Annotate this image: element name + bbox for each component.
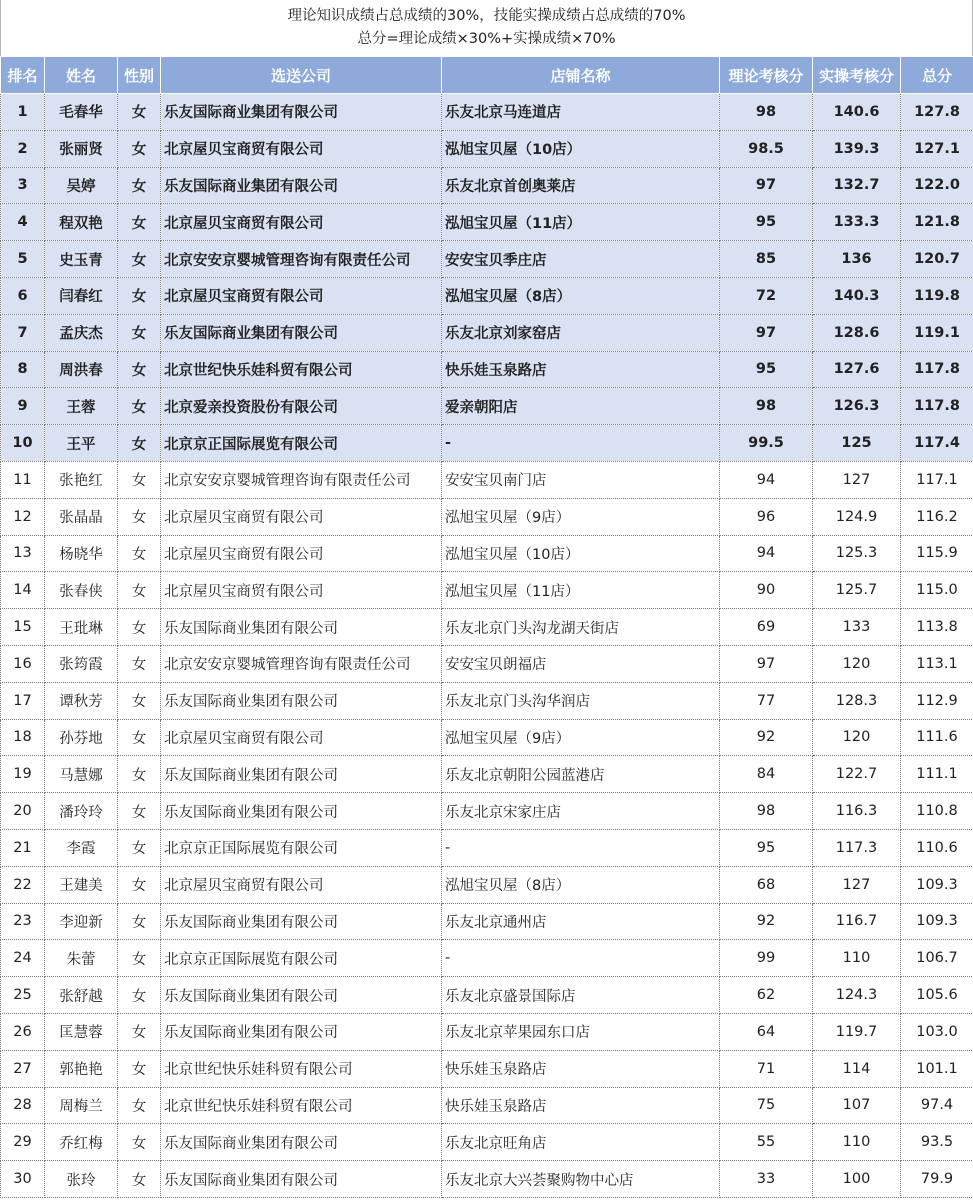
cell-name: 朱蕾 (45, 940, 118, 977)
cell-gender: 女 (118, 425, 161, 462)
table-body (1, 94, 973, 1198)
cell-theory-score: 92 (720, 719, 813, 756)
cell-company: 乐友国际商业集团有限公司 (161, 793, 442, 830)
cell-rank: 5 (1, 241, 45, 278)
cell-practice-score: 140.6 (813, 94, 901, 131)
table-row (1, 977, 973, 1014)
cell-rank: 14 (1, 572, 45, 609)
cell-name: 王玭琳 (45, 609, 118, 646)
scoring-notes (0, 0, 973, 56)
cell-rank: 29 (1, 1124, 45, 1161)
cell-company: 北京安安京婴城管理咨询有限责任公司 (161, 461, 442, 498)
table-row (1, 572, 973, 609)
cell-name: 谭秋芳 (45, 682, 118, 719)
cell-company: 乐友国际商业集团有限公司 (161, 977, 442, 1014)
cell-rank: 16 (1, 645, 45, 682)
table-row (1, 130, 973, 167)
cell-theory-score: 85 (720, 241, 813, 278)
cell-company: 北京屋贝宝商贸有限公司 (161, 535, 442, 572)
cell-rank: 17 (1, 682, 45, 719)
header-rank: 排名 (1, 57, 45, 94)
cell-gender: 女 (118, 572, 161, 609)
cell-name: 张舒越 (45, 977, 118, 1014)
cell-company: 乐友国际商业集团有限公司 (161, 609, 442, 646)
cell-theory-score: 55 (720, 1124, 813, 1161)
cell-practice-score: 128.3 (813, 682, 901, 719)
cell-store: 乐友北京通州店 (442, 903, 720, 940)
cell-name: 李迎新 (45, 903, 118, 940)
cell-name: 张筠霞 (45, 645, 118, 682)
cell-theory-score: 95 (720, 829, 813, 866)
table-row (1, 167, 973, 204)
cell-gender: 女 (118, 645, 161, 682)
cell-company: 乐友国际商业集团有限公司 (161, 1161, 442, 1198)
cell-gender: 女 (118, 535, 161, 572)
cell-store: 快乐娃玉泉路店 (442, 1050, 720, 1087)
cell-rank: 21 (1, 829, 45, 866)
cell-practice-score: 110 (813, 1124, 901, 1161)
cell-total-score: 119.8 (901, 277, 973, 314)
cell-gender: 女 (118, 1161, 161, 1198)
cell-rank: 15 (1, 609, 45, 646)
cell-gender: 女 (118, 498, 161, 535)
cell-practice-score: 140.3 (813, 277, 901, 314)
cell-theory-score: 97 (720, 314, 813, 351)
cell-theory-score: 99.5 (720, 425, 813, 462)
cell-name: 张春侠 (45, 572, 118, 609)
cell-theory-score: 33 (720, 1161, 813, 1198)
cell-total-score: 113.1 (901, 645, 973, 682)
cell-theory-score: 98 (720, 94, 813, 131)
cell-name: 王平 (45, 425, 118, 462)
cell-practice-score: 127 (813, 461, 901, 498)
table-row (1, 241, 973, 278)
cell-total-score: 106.7 (901, 940, 973, 977)
cell-practice-score: 125.7 (813, 572, 901, 609)
cell-name: 史玉青 (45, 241, 118, 278)
cell-store: 泓旭宝贝屋（9店） (442, 719, 720, 756)
table-row (1, 388, 973, 425)
cell-company: 北京爱亲投资股份有限公司 (161, 388, 442, 425)
cell-store: 泓旭宝贝屋（10店） (442, 130, 720, 167)
cell-rank: 2 (1, 130, 45, 167)
cell-gender: 女 (118, 1013, 161, 1050)
cell-gender: 女 (118, 277, 161, 314)
cell-store: 泓旭宝贝屋（11店） (442, 204, 720, 241)
cell-rank: 13 (1, 535, 45, 572)
cell-store: 乐友北京旺角店 (442, 1124, 720, 1161)
cell-theory-score: 94 (720, 461, 813, 498)
table-row (1, 314, 973, 351)
cell-theory-score: 84 (720, 756, 813, 793)
cell-total-score: 109.3 (901, 903, 973, 940)
cell-name: 周洪春 (45, 351, 118, 388)
cell-practice-score: 127.6 (813, 351, 901, 388)
cell-practice-score: 120 (813, 719, 901, 756)
cell-store: 乐友北京宋家庄店 (442, 793, 720, 830)
table-row (1, 682, 973, 719)
cell-store: 乐友北京刘家窑店 (442, 314, 720, 351)
cell-name: 匡慧蓉 (45, 1013, 118, 1050)
cell-total-score: 79.9 (901, 1161, 973, 1198)
header-practice-score: 实操考核分 (813, 57, 901, 94)
cell-store: 乐友北京门头沟华润店 (442, 682, 720, 719)
cell-company: 北京屋贝宝商贸有限公司 (161, 866, 442, 903)
header-theory-score: 理论考核分 (720, 57, 813, 94)
cell-company: 乐友国际商业集团有限公司 (161, 1013, 442, 1050)
cell-gender: 女 (118, 829, 161, 866)
cell-gender: 女 (118, 609, 161, 646)
cell-store: 爱亲朝阳店 (442, 388, 720, 425)
cell-theory-score: 95 (720, 351, 813, 388)
cell-company: 北京屋贝宝商贸有限公司 (161, 204, 442, 241)
cell-theory-score: 94 (720, 535, 813, 572)
table-row (1, 1124, 973, 1161)
cell-rank: 7 (1, 314, 45, 351)
cell-name: 闫春红 (45, 277, 118, 314)
header-name: 姓名 (45, 57, 118, 94)
table-row (1, 756, 973, 793)
table-row (1, 609, 973, 646)
cell-name: 杨晓华 (45, 535, 118, 572)
table-row (1, 719, 973, 756)
cell-rank: 30 (1, 1161, 45, 1198)
cell-name: 毛春华 (45, 94, 118, 131)
cell-total-score: 116.2 (901, 498, 973, 535)
cell-total-score: 127.8 (901, 94, 973, 131)
cell-gender: 女 (118, 756, 161, 793)
cell-gender: 女 (118, 1050, 161, 1087)
cell-gender: 女 (118, 1087, 161, 1124)
cell-store: 快乐娃玉泉路店 (442, 351, 720, 388)
cell-rank: 11 (1, 461, 45, 498)
cell-store: 乐友北京朝阳公园蓝港店 (442, 756, 720, 793)
cell-practice-score: 122.7 (813, 756, 901, 793)
cell-company: 北京安安京婴城管理咨询有限责任公司 (161, 645, 442, 682)
cell-theory-score: 64 (720, 1013, 813, 1050)
cell-theory-score: 97 (720, 167, 813, 204)
cell-gender: 女 (118, 167, 161, 204)
cell-name: 潘玲玲 (45, 793, 118, 830)
cell-total-score: 97.4 (901, 1087, 973, 1124)
cell-rank: 1 (1, 94, 45, 131)
cell-company: 北京屋贝宝商贸有限公司 (161, 130, 442, 167)
cell-theory-score: 99 (720, 940, 813, 977)
cell-store: 安安宝贝朗福店 (442, 645, 720, 682)
cell-practice-score: 100 (813, 1161, 901, 1198)
cell-total-score: 112.9 (901, 682, 973, 719)
cell-store: 泓旭宝贝屋（8店） (442, 866, 720, 903)
cell-gender: 女 (118, 388, 161, 425)
cell-gender: 女 (118, 94, 161, 131)
table-row (1, 351, 973, 388)
cell-company: 乐友国际商业集团有限公司 (161, 1124, 442, 1161)
cell-total-score: 117.1 (901, 461, 973, 498)
table-row (1, 793, 973, 830)
cell-store: 泓旭宝贝屋（10店） (442, 535, 720, 572)
cell-store: 乐友北京大兴荟聚购物中心店 (442, 1161, 720, 1198)
cell-gender: 女 (118, 866, 161, 903)
cell-rank: 24 (1, 940, 45, 977)
cell-theory-score: 98.5 (720, 130, 813, 167)
cell-gender: 女 (118, 204, 161, 241)
cell-gender: 女 (118, 461, 161, 498)
cell-total-score: 101.1 (901, 1050, 973, 1087)
cell-total-score: 105.6 (901, 977, 973, 1014)
cell-theory-score: 95 (720, 204, 813, 241)
cell-practice-score: 116.3 (813, 793, 901, 830)
cell-gender: 女 (118, 241, 161, 278)
cell-practice-score: 126.3 (813, 388, 901, 425)
cell-rank: 25 (1, 977, 45, 1014)
header-gender: 性别 (118, 57, 161, 94)
cell-practice-score: 114 (813, 1050, 901, 1087)
header-total-score: 总分 (901, 57, 973, 94)
cell-practice-score: 125 (813, 425, 901, 462)
cell-practice-score: 107 (813, 1087, 901, 1124)
cell-company: 乐友国际商业集团有限公司 (161, 756, 442, 793)
table-row (1, 1013, 973, 1050)
scoring-rule-weights: 理论知识成绩占总成绩的30%，技能实操成绩占总成绩的70% (287, 8, 686, 24)
cell-store: 乐友北京门头沟龙湖天街店 (442, 609, 720, 646)
table-row (1, 498, 973, 535)
cell-rank: 26 (1, 1013, 45, 1050)
table-row (1, 829, 973, 866)
cell-total-score: 111.1 (901, 756, 973, 793)
cell-name: 张晶晶 (45, 498, 118, 535)
header-company: 选送公司 (161, 57, 442, 94)
cell-company: 北京屋贝宝商贸有限公司 (161, 277, 442, 314)
cell-gender: 女 (118, 130, 161, 167)
cell-rank: 27 (1, 1050, 45, 1087)
cell-practice-score: 124.3 (813, 977, 901, 1014)
cell-gender: 女 (118, 940, 161, 977)
cell-total-score: 122.0 (901, 167, 973, 204)
cell-practice-score: 117.3 (813, 829, 901, 866)
cell-store: 安安宝贝季庄店 (442, 241, 720, 278)
cell-total-score: 115.0 (901, 572, 973, 609)
cell-company: 乐友国际商业集团有限公司 (161, 314, 442, 351)
cell-company: 北京屋贝宝商贸有限公司 (161, 498, 442, 535)
cell-rank: 12 (1, 498, 45, 535)
cell-theory-score: 72 (720, 277, 813, 314)
cell-total-score: 109.3 (901, 866, 973, 903)
table-row (1, 1161, 973, 1198)
scoring-rule-formula: 总分=理论成绩×30%+实操成绩×70% (357, 31, 616, 47)
cell-theory-score: 96 (720, 498, 813, 535)
cell-store: - (442, 425, 720, 462)
table-row (1, 645, 973, 682)
cell-rank: 10 (1, 425, 45, 462)
table-row (1, 866, 973, 903)
cell-name: 张艳红 (45, 461, 118, 498)
cell-total-score: 121.8 (901, 204, 973, 241)
cell-store: 泓旭宝贝屋（8店） (442, 277, 720, 314)
table-row (1, 1050, 973, 1087)
cell-company: 北京京正国际展览有限公司 (161, 940, 442, 977)
cell-total-score: 115.9 (901, 535, 973, 572)
cell-store: 安安宝贝南门店 (442, 461, 720, 498)
cell-rank: 28 (1, 1087, 45, 1124)
cell-company: 乐友国际商业集团有限公司 (161, 94, 442, 131)
cell-rank: 8 (1, 351, 45, 388)
cell-company: 北京屋贝宝商贸有限公司 (161, 572, 442, 609)
cell-practice-score: 133 (813, 609, 901, 646)
cell-gender: 女 (118, 903, 161, 940)
cell-name: 王蓉 (45, 388, 118, 425)
cell-practice-score: 128.6 (813, 314, 901, 351)
table-row (1, 461, 973, 498)
table-row (1, 204, 973, 241)
cell-name: 孙芬地 (45, 719, 118, 756)
cell-theory-score: 98 (720, 793, 813, 830)
cell-gender: 女 (118, 977, 161, 1014)
ranking-table (0, 56, 973, 1198)
cell-rank: 3 (1, 167, 45, 204)
cell-total-score: 110.8 (901, 793, 973, 830)
cell-store: 乐友北京马连道店 (442, 94, 720, 131)
table-header-row (1, 57, 973, 94)
cell-company: 北京世纪快乐娃科贸有限公司 (161, 1087, 442, 1124)
cell-rank: 6 (1, 277, 45, 314)
cell-name: 程双艳 (45, 204, 118, 241)
cell-total-score: 110.6 (901, 829, 973, 866)
cell-company: 北京京正国际展览有限公司 (161, 829, 442, 866)
cell-rank: 20 (1, 793, 45, 830)
cell-rank: 19 (1, 756, 45, 793)
cell-company: 北京世纪快乐娃科贸有限公司 (161, 1050, 442, 1087)
cell-total-score: 103.0 (901, 1013, 973, 1050)
cell-theory-score: 97 (720, 645, 813, 682)
cell-practice-score: 116.7 (813, 903, 901, 940)
cell-total-score: 119.1 (901, 314, 973, 351)
cell-rank: 9 (1, 388, 45, 425)
table-row (1, 425, 973, 462)
cell-practice-score: 136 (813, 241, 901, 278)
table-row (1, 94, 973, 131)
cell-theory-score: 62 (720, 977, 813, 1014)
cell-practice-score: 125.3 (813, 535, 901, 572)
cell-name: 吴婷 (45, 167, 118, 204)
cell-name: 马慧娜 (45, 756, 118, 793)
cell-rank: 23 (1, 903, 45, 940)
cell-rank: 18 (1, 719, 45, 756)
cell-company: 北京屋贝宝商贸有限公司 (161, 719, 442, 756)
cell-company: 乐友国际商业集团有限公司 (161, 682, 442, 719)
cell-total-score: 113.8 (901, 609, 973, 646)
cell-gender: 女 (118, 793, 161, 830)
table-row (1, 1087, 973, 1124)
cell-theory-score: 92 (720, 903, 813, 940)
cell-gender: 女 (118, 314, 161, 351)
cell-name: 孟庆杰 (45, 314, 118, 351)
cell-theory-score: 77 (720, 682, 813, 719)
cell-theory-score: 75 (720, 1087, 813, 1124)
cell-name: 张丽贤 (45, 130, 118, 167)
cell-name: 郭艳艳 (45, 1050, 118, 1087)
cell-total-score: 111.6 (901, 719, 973, 756)
cell-store: 乐友北京苹果园东口店 (442, 1013, 720, 1050)
cell-gender: 女 (118, 1124, 161, 1161)
cell-store: 泓旭宝贝屋（11店） (442, 572, 720, 609)
table-row (1, 903, 973, 940)
cell-company: 乐友国际商业集团有限公司 (161, 167, 442, 204)
table-row (1, 940, 973, 977)
cell-total-score: 117.8 (901, 388, 973, 425)
cell-store: 泓旭宝贝屋（9店） (442, 498, 720, 535)
cell-theory-score: 98 (720, 388, 813, 425)
cell-practice-score: 119.7 (813, 1013, 901, 1050)
cell-total-score: 117.8 (901, 351, 973, 388)
cell-theory-score: 90 (720, 572, 813, 609)
cell-gender: 女 (118, 682, 161, 719)
cell-store: 乐友北京首创奥莱店 (442, 167, 720, 204)
table-row (1, 535, 973, 572)
cell-store: 乐友北京盛景国际店 (442, 977, 720, 1014)
cell-name: 李霞 (45, 829, 118, 866)
cell-theory-score: 71 (720, 1050, 813, 1087)
cell-practice-score: 139.3 (813, 130, 901, 167)
cell-practice-score: 120 (813, 645, 901, 682)
cell-company: 北京京正国际展览有限公司 (161, 425, 442, 462)
cell-rank: 4 (1, 204, 45, 241)
cell-rank: 22 (1, 866, 45, 903)
cell-total-score: 93.5 (901, 1124, 973, 1161)
cell-practice-score: 124.9 (813, 498, 901, 535)
cell-company: 北京安安京婴城管理咨询有限责任公司 (161, 241, 442, 278)
cell-name: 周梅兰 (45, 1087, 118, 1124)
header-store: 店铺名称 (442, 57, 720, 94)
cell-theory-score: 69 (720, 609, 813, 646)
cell-gender: 女 (118, 719, 161, 756)
cell-theory-score: 68 (720, 866, 813, 903)
cell-gender: 女 (118, 351, 161, 388)
table-row (1, 277, 973, 314)
cell-practice-score: 132.7 (813, 167, 901, 204)
cell-name: 王建美 (45, 866, 118, 903)
cell-practice-score: 110 (813, 940, 901, 977)
cell-store: - (442, 940, 720, 977)
cell-total-score: 127.1 (901, 130, 973, 167)
cell-company: 北京世纪快乐娃科贸有限公司 (161, 351, 442, 388)
cell-total-score: 117.4 (901, 425, 973, 462)
cell-practice-score: 133.3 (813, 204, 901, 241)
cell-company: 乐友国际商业集团有限公司 (161, 903, 442, 940)
cell-total-score: 120.7 (901, 241, 973, 278)
cell-name: 乔红梅 (45, 1124, 118, 1161)
cell-practice-score: 127 (813, 866, 901, 903)
cell-store: - (442, 829, 720, 866)
cell-name: 张玲 (45, 1161, 118, 1198)
cell-store: 快乐娃玉泉路店 (442, 1087, 720, 1124)
